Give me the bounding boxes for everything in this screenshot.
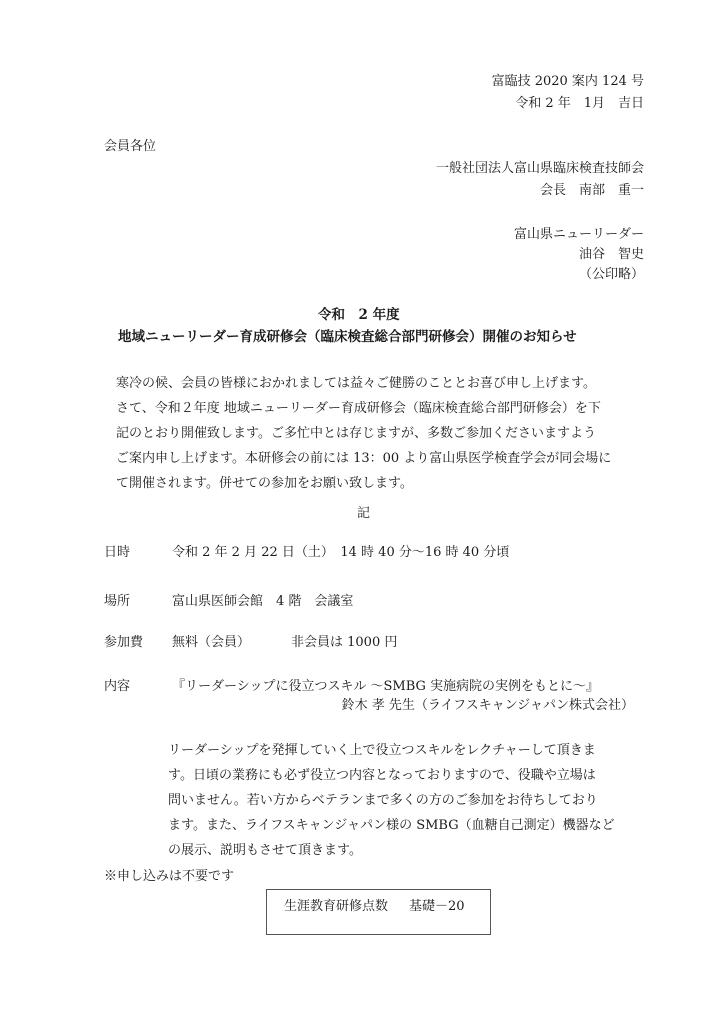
registration-note: ※申し込みは不要です: [104, 869, 235, 884]
points-box: [266, 889, 491, 935]
points-label: 生涯教育研修点数: [284, 899, 389, 914]
intro-paragraph: 寒冷の候、会員の皆様におかれましては益々ご健勝のこととお喜び申し上げます。 さて、令和２年度 地域ニューリーダー育成研修会（臨床検査総合部門研修会）を下 記のとおり開催致します。ご多忙中とは存じますが、多数ご参加くださいますよう ご案内申し上げます。本研修会の前には 13：00 より富山県医学検査学会が同会場に て開催されます。併せての参加をお願い致します。: [116, 376, 612, 491]
place-label: 場所: [104, 594, 131, 609]
content-value: 『リーダーシップに役立つスキル 〜SMBG 実施病院の実例をもとに〜』: [172, 679, 600, 694]
page-title: 地域ニューリーダー育成研修会（臨床検査総合部門研修会）開催のお知らせ: [118, 329, 577, 345]
content-label: 内容: [104, 679, 131, 694]
ki-heading: 記: [357, 506, 371, 521]
datetime-label: 日時: [104, 545, 131, 560]
content-speaker: 鈴木 孝 先生（ライフスキャンジャパン株式会社）: [341, 698, 634, 713]
sender-role: 富山県ニューリーダー: [513, 227, 644, 242]
addressee: 会員各位: [104, 139, 157, 154]
fee-label: 参加費: [104, 635, 144, 650]
title-year: 令和 2 年度: [318, 307, 400, 323]
sender-name: 油谷 智史: [578, 247, 644, 262]
datetime-value: 令和 2 年 2 月 22 日（土） 14 時 40 分〜16 時 40 分頃: [172, 545, 510, 560]
sender-organization: 一般社団法人富山県臨床検査技師会: [435, 161, 644, 176]
seal-note: （公印略）: [578, 267, 644, 282]
place-value: 富山県医師会館 4 階 会議室: [172, 594, 354, 609]
fee-nonmember: 非会員は 1000 円: [291, 635, 398, 650]
points-value: 基礎－20: [409, 899, 465, 914]
doc-number: 富臨技 2020 案内 124 号: [491, 74, 644, 89]
fee-value: 無料（会員）: [172, 635, 251, 650]
description-paragraph: リーダーシップを発揮していく上で役立つスキルをレクチャーして頂きま す。日頃の業務にも必ず役立つ内容となっておりますので、役職や立場は 問いません。若い方からベテランまで多くの方のご参加をお待ちしており ます。また、ライフスキャンジャパン様の SMBG（血糖自己測定）機器など の展示、説明もさせて頂きます。: [168, 743, 615, 858]
doc-date: 令和 2 年 1月 吉日: [515, 96, 644, 111]
sender-president: 会長 南部 重一: [539, 183, 644, 198]
